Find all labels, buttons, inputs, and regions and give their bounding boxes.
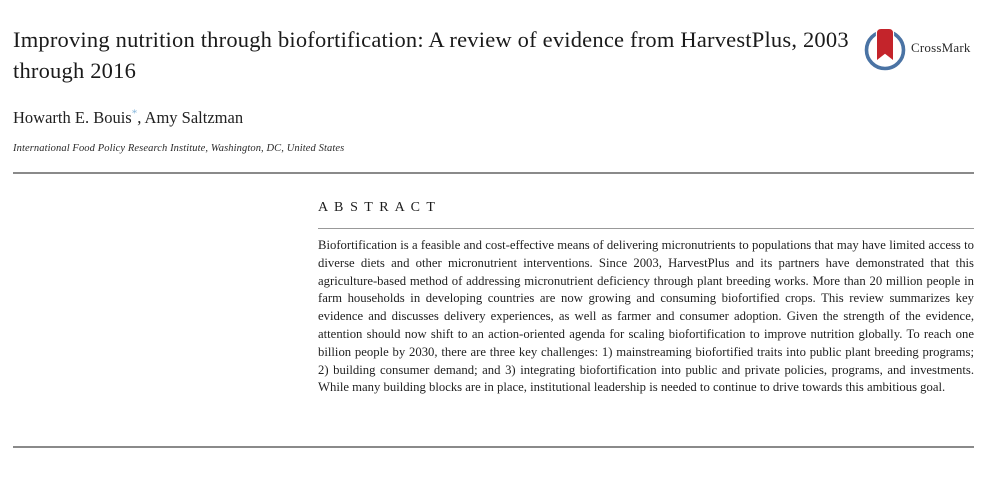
author-amy-saltzman: , Amy Saltzman bbox=[137, 108, 244, 127]
authors-line bbox=[13, 108, 243, 128]
header-divider bbox=[13, 172, 974, 174]
footer-divider bbox=[13, 446, 974, 448]
affiliation-line: International Food Policy Research Institute, Washington, DC, United States bbox=[13, 143, 345, 154]
abstract-body: Biofortification is a feasible and cost-effective means of delivering micronutrients to populations that may have limited access to diverse diets and other micronutrient interventions. Since 2003, HarvestPlus and its partners have demonstrated that this agriculture-based method of addressing micronutrient deficiency through plant breeding works. More than 20 million people in farm households in developing countries are now growing and consuming biofortified crops. This review summarizes key evidence and discusses delivery experiences, as well as farmer and consumer adoption. Given the strength of the evidence, attention should now shift to an action-oriented agenda for scaling biofortification to improve nutrition globally. To reach one billion people by 2030, there are three key challenges: 1) mainstreaming biofortified traits into public plant breeding programs; 2) building consumer demand; and 3) integrating biofortification into public and private policies, programs, and investments. While many building blocks are in place, institutional leadership is needed to continue to drive towards this ambitious goal. bbox=[318, 238, 974, 395]
abstract-heading: A B S T R A C T bbox=[318, 200, 437, 215]
abstract-divider bbox=[318, 228, 974, 229]
crossmark-badge[interactable] bbox=[862, 24, 971, 72]
crossmark-label: CrossMark bbox=[911, 40, 971, 55]
crossmark-icon bbox=[862, 24, 908, 72]
abstract-section bbox=[318, 200, 974, 397]
page-title: Improving nutrition through biofortification: A review of evidence from HarvestPlus, 2003 through 2016 bbox=[13, 27, 849, 83]
author-howarth-bouis: Howarth E. Bouis bbox=[13, 108, 132, 127]
corresponding-author-mark: * bbox=[131, 107, 138, 120]
